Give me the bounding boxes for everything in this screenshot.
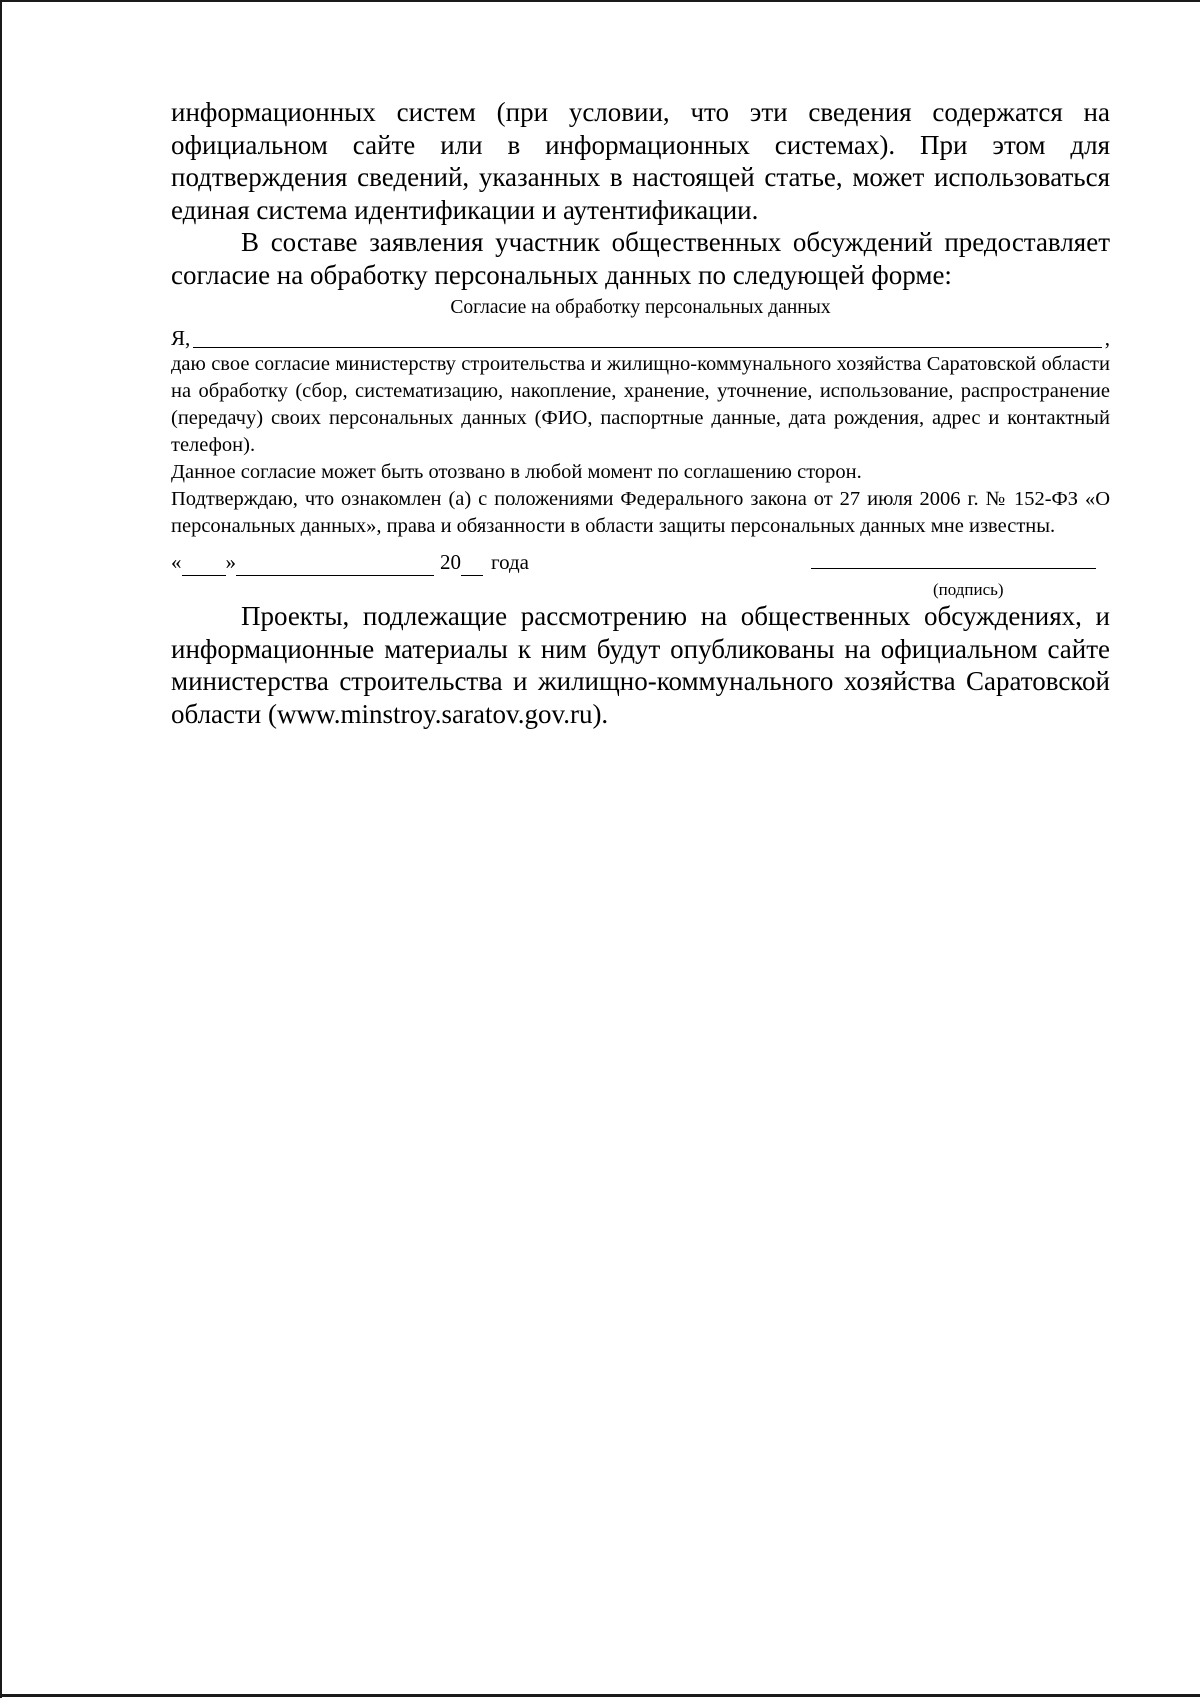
name-prefix: Я, — [171, 326, 191, 350]
signature-blank-line[interactable] — [811, 568, 1096, 569]
date-field — [171, 548, 529, 576]
paragraph-consent-intro: В составе заявления участник общественных обсуждений предоставляет согласие на обработку персональных данных по следующей форме: — [171, 227, 1110, 290]
signature-caption: (подпись) — [933, 580, 1004, 599]
page-bottom-border — [0, 1694, 1200, 1697]
year-prefix: 20 — [440, 550, 461, 574]
year-suffix: года — [491, 550, 529, 574]
page-top-border — [0, 0, 1200, 2]
consent-text: даю свое согласие министерству строительства и жилищно-коммунального хозяйства Саратовской области на обработку (сбор, систематизацию, накопление, хранение, уточнение, использование, распространение (передачу) своих персональных данных (ФИО, паспортные данные, дата рождения, адрес и контактный телефон). — [171, 353, 1110, 456]
name-field-row — [171, 323, 1110, 351]
page-left-border — [0, 0, 2, 1698]
name-suffix: , — [1104, 326, 1110, 350]
consent-form-title: Согласие на обработку персональных данных — [450, 297, 831, 318]
year-blank-line[interactable] — [461, 555, 483, 576]
paragraph-publication: Проекты, подлежащие рассмотрению на общественных обсуждениях, и информационные материалы к ним будут опубликованы на официальном сайте министерства строительства и жилищно-коммунального хозяйства Саратовской области (www.minstroy.saratov.gov.ru). — [171, 601, 1110, 729]
paragraph-information-systems: информационных систем (при условии, что эти сведения содержатся на официальном сайте или в информационных системах). При этом для подтверждения сведений, указанных в настоящей статье, может использоваться единая система идентификации и аутентификации. — [171, 97, 1110, 225]
name-blank-line[interactable] — [193, 325, 1101, 348]
date-open-quote: « — [171, 550, 182, 574]
month-blank-line[interactable] — [236, 555, 434, 576]
document-body — [171, 96, 1110, 730]
acknowledgement-text: Подтверждаю, что ознакомлен (а) с положениями Федерального закона от 27 июля 2006 г. № 152-ФЗ «О персональных данных», права и обязанности в области защиты персональных данных мне известны. — [171, 488, 1110, 537]
date-close-quote: » — [225, 550, 236, 574]
revocation-text: Данное согласие может быть отозвано в любой момент по соглашению сторон. — [171, 461, 862, 483]
day-blank-line[interactable] — [182, 555, 226, 576]
date-signature-row — [171, 544, 1110, 599]
